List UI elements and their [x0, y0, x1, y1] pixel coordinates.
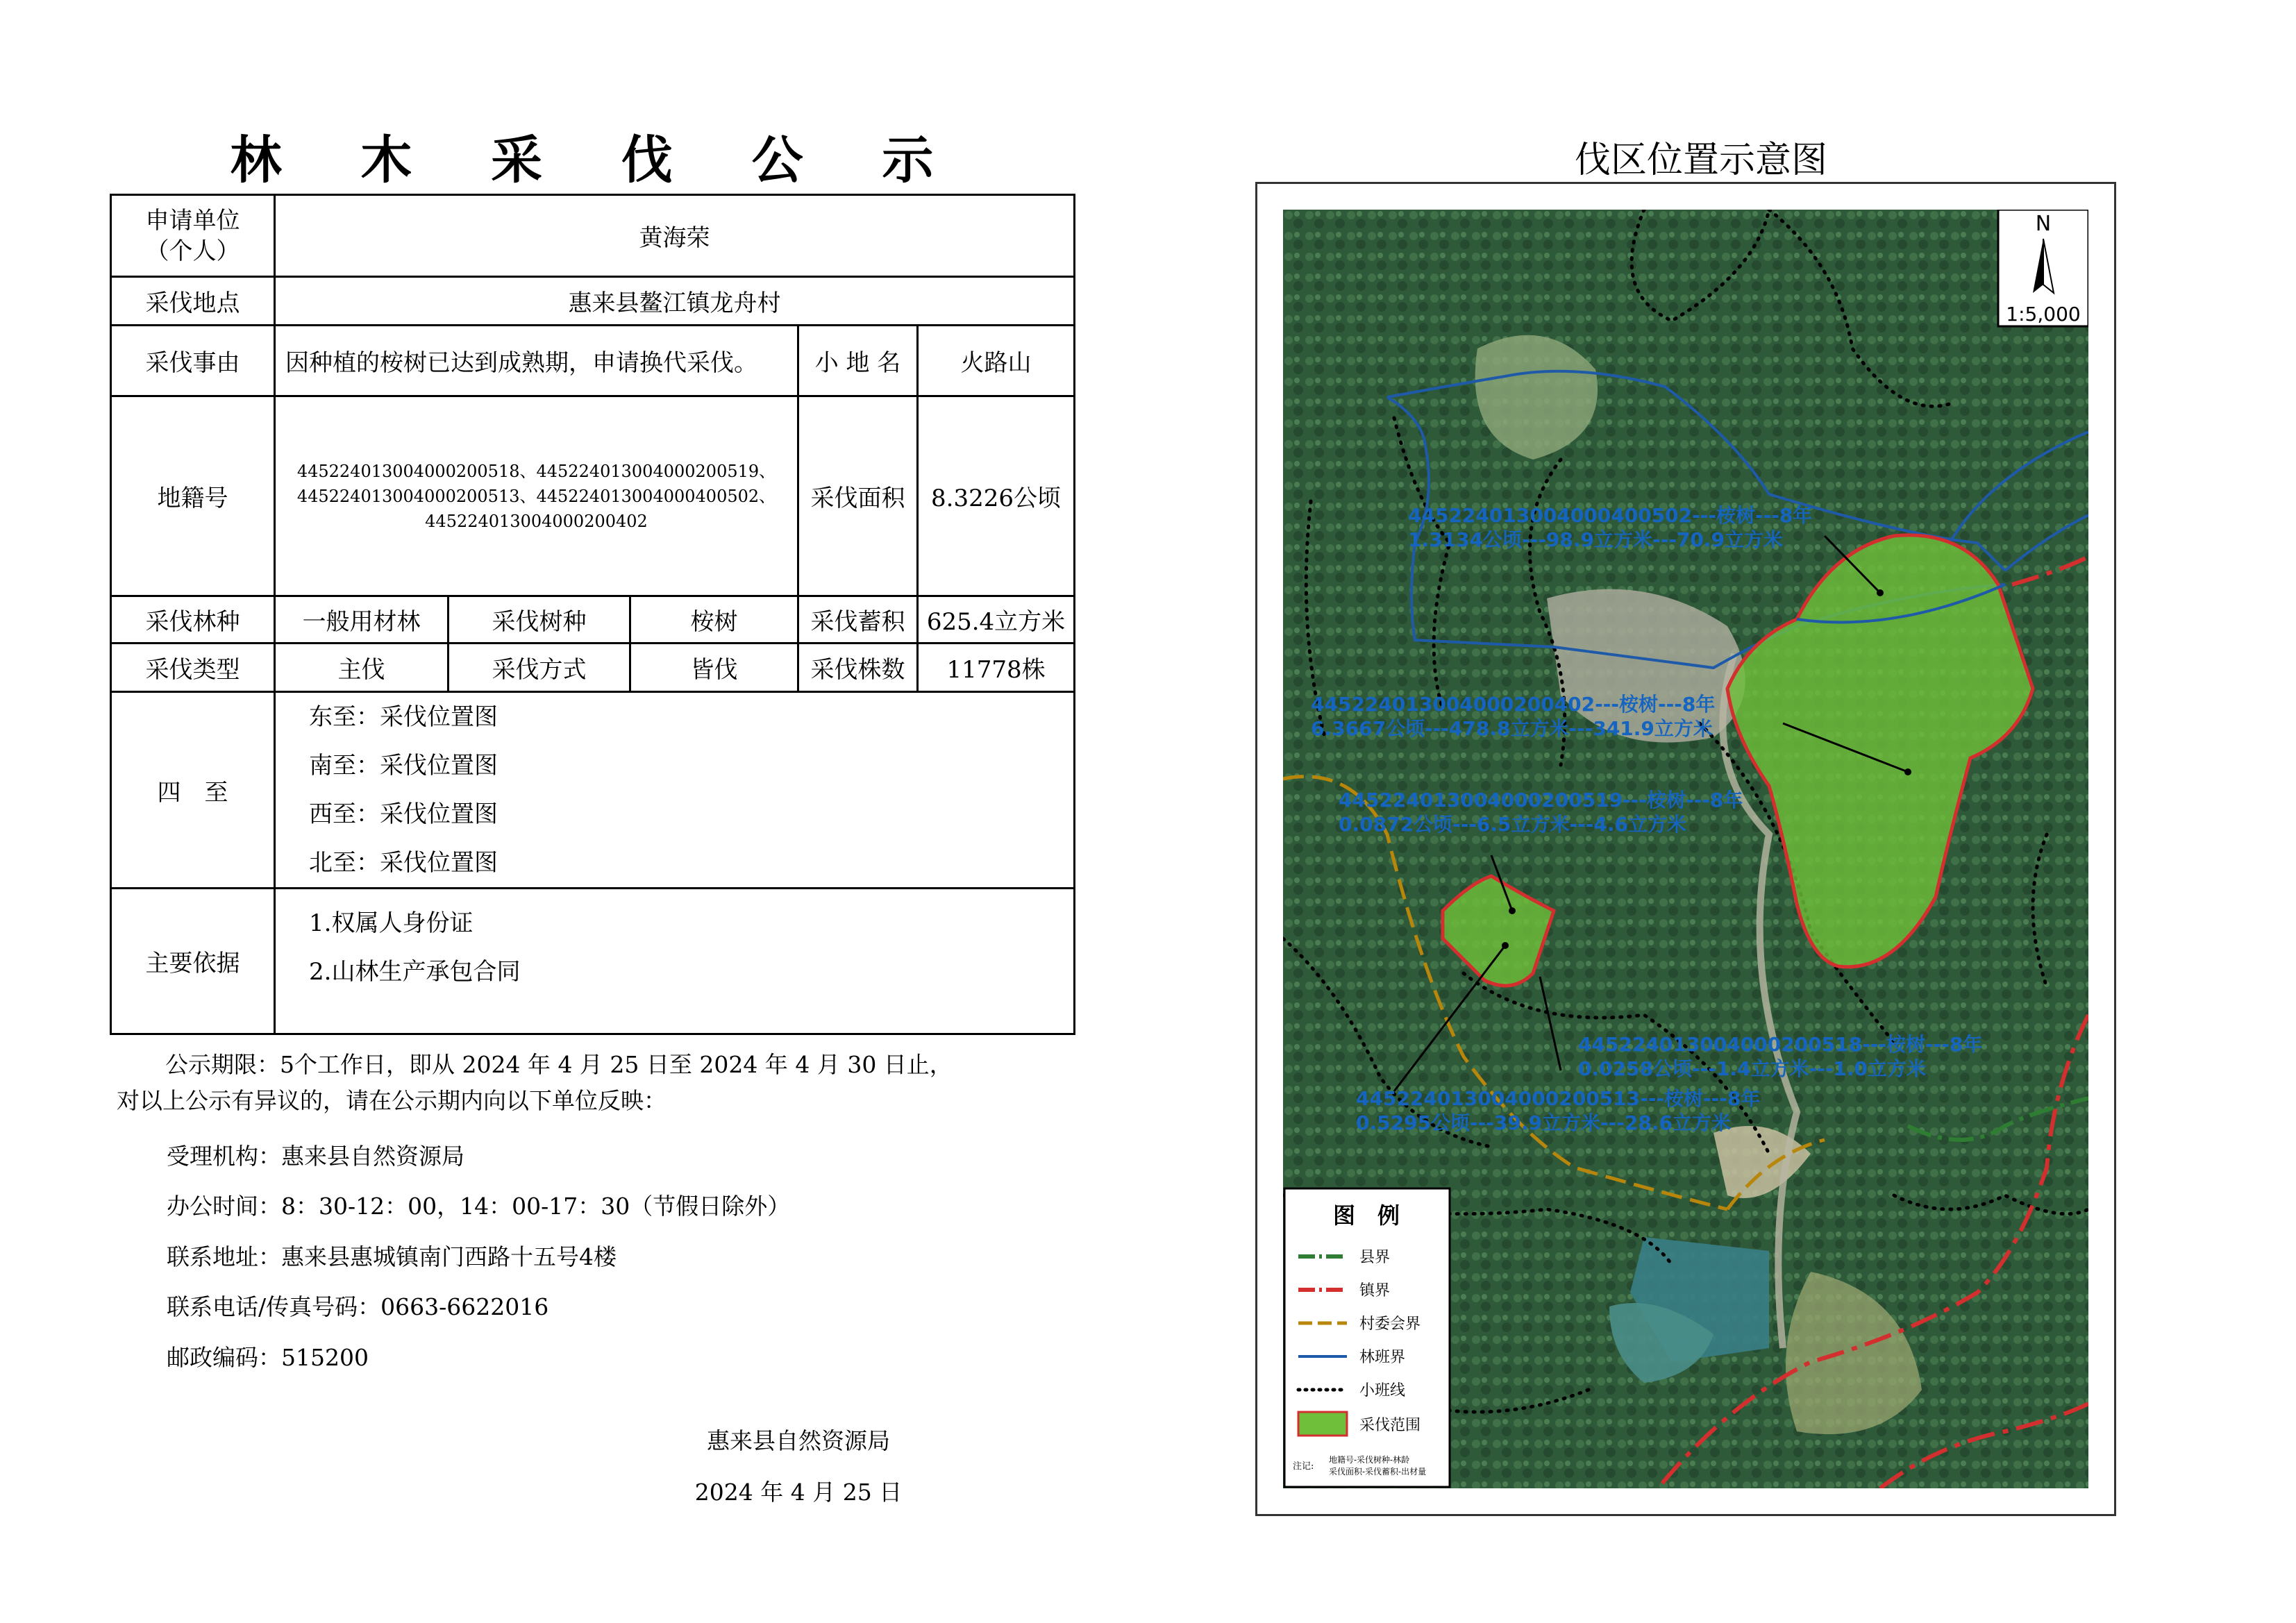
bound-east: 东至：采伐位置图 — [309, 703, 498, 731]
label-519-line1: 445224013004000200519---桉树---8年 — [1339, 789, 1743, 812]
sign-date: 2024 年 4 月 25 日 — [694, 1479, 903, 1506]
reason-value: 因种植的桉树已达到成熟期，申请换代采伐。 — [275, 326, 798, 396]
species-label: 采伐树种 — [449, 596, 630, 644]
small-place-value: 火路山 — [918, 326, 1075, 396]
map-title: 伐区位置示意图 — [1574, 140, 1827, 181]
scale-label: 1:5,000 — [2006, 303, 2081, 326]
parcel-value: 4452240130040002005​18、445224013004000200519、 445224013004000200513、445224013004000400502、 445224013004000200402 — [275, 396, 798, 596]
legend-note-1: 地籍号-采伐树种-林龄 — [1329, 1455, 1410, 1465]
legend-forest-class: 林班界 — [1359, 1349, 1406, 1366]
reason-label: 采伐事由 — [111, 326, 275, 396]
count-value: 11778株 — [918, 644, 1075, 692]
bound-west: 西至：采伐位置图 — [309, 800, 498, 828]
basis-label: 主要依据 — [111, 889, 275, 1034]
map-legend — [1284, 1188, 1450, 1487]
label-402-line2: 6.3667公顷---478.8立方米---341.9立方米 — [1311, 717, 1713, 740]
label-513-line2: 0.5295公顷---39.9立方米---28.6立方米 — [1356, 1111, 1731, 1134]
legend-sub-class: 小班线 — [1359, 1382, 1406, 1399]
label-502-line1: 445224013004000400502---桉树---8年 — [1408, 504, 1813, 527]
satellite-map — [1283, 210, 2088, 1488]
label-518-line1: 445224013004000200518---桉树---8年 — [1578, 1033, 1983, 1056]
method-value: 皆伐 — [630, 644, 798, 692]
label-519-line2: 0.0872公顷---6.5立方米---4.6立方米 — [1339, 813, 1686, 836]
legend-cut-area-swatch — [1298, 1412, 1347, 1436]
legend-village: 村委会界 — [1359, 1315, 1421, 1333]
cut-type-value: 主伐 — [275, 644, 449, 692]
north-label: N — [2035, 212, 2052, 236]
signer: 惠来县自然资源局 — [707, 1427, 890, 1454]
bounds-list — [275, 692, 1075, 889]
species-value: 桉树 — [630, 596, 798, 644]
count-label: 采伐株数 — [798, 644, 918, 692]
label-502-line2: 1.3134公顷---98.9立方米---70.9立方米 — [1408, 528, 1783, 551]
label-402-line1: 445224013004000200402---桉树---8年 — [1311, 693, 1716, 716]
applicant-value: 黄海荣 — [275, 195, 1075, 277]
agency-text: 受理机构：惠来县自然资源局 — [167, 1143, 464, 1170]
hours-text: 办公时间：8：30-12：00，14：00-17：30（节假日除外） — [167, 1193, 791, 1220]
legend-note-label: 注记: — [1293, 1461, 1314, 1472]
area-value: 8.3226公顷 — [918, 396, 1075, 596]
location-label: 采伐地点 — [111, 277, 275, 326]
legend-county: 县界 — [1359, 1249, 1391, 1266]
legend-cut-area: 采伐范围 — [1359, 1417, 1421, 1434]
forest-type-value: 一般用材林 — [275, 596, 449, 644]
notice-period: 公示期限：5个工作日，即从 2024 年 4 月 25 日至 2024 年 4 月 30 日止， 对以上公示有异议的，请在公示期内向以下单位反映： — [117, 1051, 953, 1114]
label-518-line2: 0.0258公顷---1.4立方米---1.0立方米 — [1578, 1057, 1926, 1080]
location-value: 惠来县鳌江镇龙舟村 — [275, 277, 1075, 326]
basis-item: 1.权属人身份证 — [309, 909, 474, 937]
legend-title: 图 例 — [1332, 1202, 1400, 1229]
small-place-label: 小 地 名 — [798, 326, 918, 396]
legend-note-2: 采伐面积-采伐蓄积-出材量 — [1329, 1467, 1427, 1477]
forest-type-label: 采伐林种 — [111, 596, 275, 644]
postcode-text: 邮政编码：515200 — [167, 1344, 369, 1371]
parcel-label: 地籍号 — [111, 396, 275, 596]
notice-table — [110, 194, 1075, 1035]
bound-north: 北至：采伐位置图 — [309, 849, 498, 877]
north-arrow-panel — [1998, 210, 2088, 326]
address-text: 联系地址：惠来县惠城镇南门西路十五号4楼 — [167, 1243, 617, 1270]
label-513-line1: 445224013004000200513---桉树---8年 — [1356, 1087, 1761, 1110]
basis-item: 2.山林生产承包合同 — [309, 958, 521, 986]
method-label: 采伐方式 — [449, 644, 630, 692]
volume-value: 625.4立方米 — [918, 596, 1075, 644]
notice-title: 林 木 采 伐 公 示 — [230, 131, 964, 190]
bound-south: 南至：采伐位置图 — [309, 752, 498, 780]
basis-list — [275, 889, 1075, 1034]
phone-text: 联系电话/传真号码：0663-6622016 — [167, 1293, 549, 1320]
cut-type-label: 采伐类型 — [111, 644, 275, 692]
area-label: 采伐面积 — [798, 396, 918, 596]
applicant-label: 申请单位（个人） — [111, 195, 275, 277]
legend-town: 镇界 — [1359, 1282, 1391, 1300]
bounds-label: 四 至 — [111, 692, 275, 889]
volume-label: 采伐蓄积 — [798, 596, 918, 644]
